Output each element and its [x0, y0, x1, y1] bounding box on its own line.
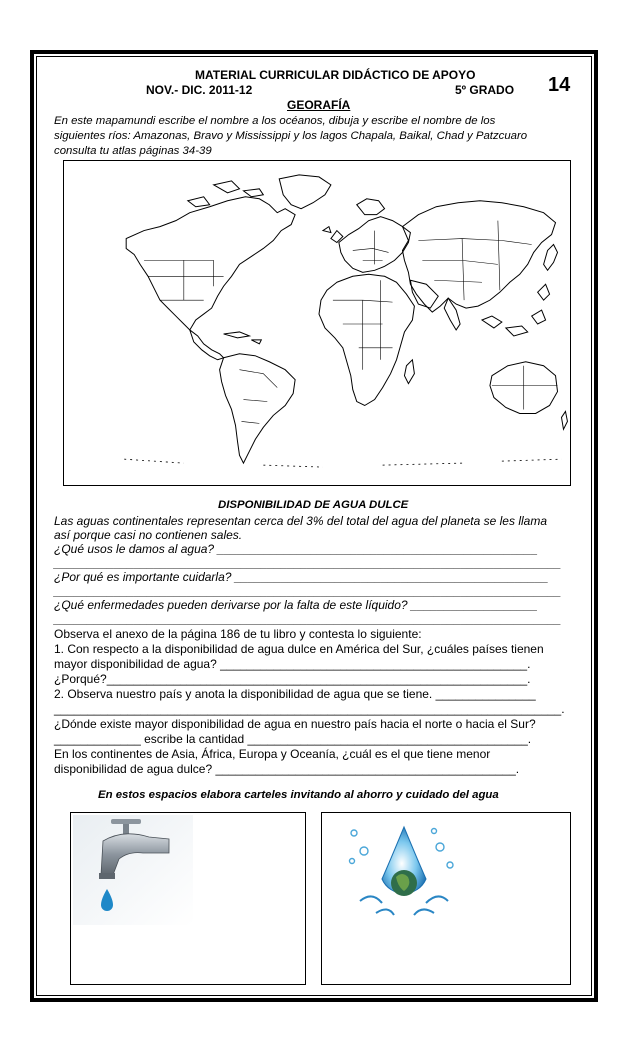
header-title: MATERIAL CURRICULAR DIDÁCTICO DE APOYO [195, 68, 476, 82]
poster-box-right[interactable] [321, 812, 571, 985]
question-why-care: ¿Por qué es importante cuidarla? _______________________________________________ [54, 570, 549, 584]
question-our-country: 2. Observa nuestro país y anota la disponibilidad de agua que se tiene. _______________ [54, 687, 536, 701]
greenland-outline [279, 175, 331, 209]
north-america-outline [126, 197, 295, 330]
central-america-outline [190, 330, 224, 360]
answer-line-q3: ____________________________________________________________________________ [54, 612, 562, 626]
india-outline [444, 298, 460, 330]
subject-title: GEORAFÍA [287, 98, 351, 112]
question-north-south-a: ¿Dónde existe mayor disponibilidad de agua en nuestro país hacia el norte o hacia el Sur? [54, 717, 536, 731]
question-north-south-b: _____________ escribe la cantidad __________________________________________. [54, 732, 532, 746]
question-water-uses: ¿Qué usos le damos al agua? ________________________________________________ [54, 542, 538, 556]
question-diseases: ¿Qué enfermedades pueden derivarse por la falta de este líquido? ___________________ [54, 598, 538, 612]
question-south-america-a: 1. Con respecto a la disponibilidad de agua dulce en América del Sur, ¿cuáles países tienen [54, 642, 544, 656]
world-map [63, 160, 571, 486]
poster-caption: En estos espacios elabora carteles invitando al ahorro y cuidado del agua [98, 789, 499, 801]
answer-line-q2: ____________________________________________________________________________ [54, 584, 562, 598]
water-heading: DISPONIBILIDAD DE AGUA DULCE [218, 499, 409, 511]
madagascar-outline [404, 360, 414, 384]
water-intro-line2: así porque casi no contienen sales. [54, 528, 243, 542]
water-faucet-icon [73, 815, 193, 925]
question-continents-b: disponibilidad de agua dulce? _____________________________________________. [54, 762, 520, 776]
answer-line-q1: ____________________________________________________________________________ [54, 556, 562, 570]
map-instructions-line1: En este mapamundi escribe el nombre a los océanos, dibuja y escribe el nombre de los [54, 115, 496, 127]
poster-box-left[interactable] [70, 812, 306, 985]
africa-outline [319, 274, 414, 405]
question-continents-a: En los continentes de Asia, África, Europa y Oceanía, ¿cuál es el que tiene menor [54, 747, 491, 761]
header-grade: 5º GRADO [455, 83, 515, 97]
map-instructions-line3: consulta tu atlas páginas 34-39 [54, 145, 212, 157]
map-instructions-line2: siguientes ríos: Amazonas, Bravo y Mississippi y los lagos Chapala, Baikal, Chad y Patzcuaro [54, 130, 528, 142]
question-south-america-b: mayor disponibilidad de agua? ______________________________________________. [54, 657, 531, 671]
asia-outline [402, 201, 555, 312]
world-map-outline [64, 161, 570, 485]
header-period: NOV.- DIC. 2011-12 [146, 83, 253, 97]
new-zealand-outline [561, 411, 567, 429]
question-why: ¿Porqué?_______________________________________________________________. [54, 672, 531, 686]
water-drop-earth-icon [342, 821, 462, 941]
south-america-outline [220, 354, 296, 463]
answer-line-p2: ____________________________________________________________________________. [54, 702, 565, 716]
annex-instruction: Observa el anexo de la página 186 de tu libro y contesta lo siguiente: [54, 627, 422, 641]
page-number: 14 [548, 74, 571, 96]
japan-outline [544, 244, 558, 270]
water-intro-line1: Las aguas continentales representan cerca del 3% del total del agua del planeta se les llama [54, 514, 547, 528]
